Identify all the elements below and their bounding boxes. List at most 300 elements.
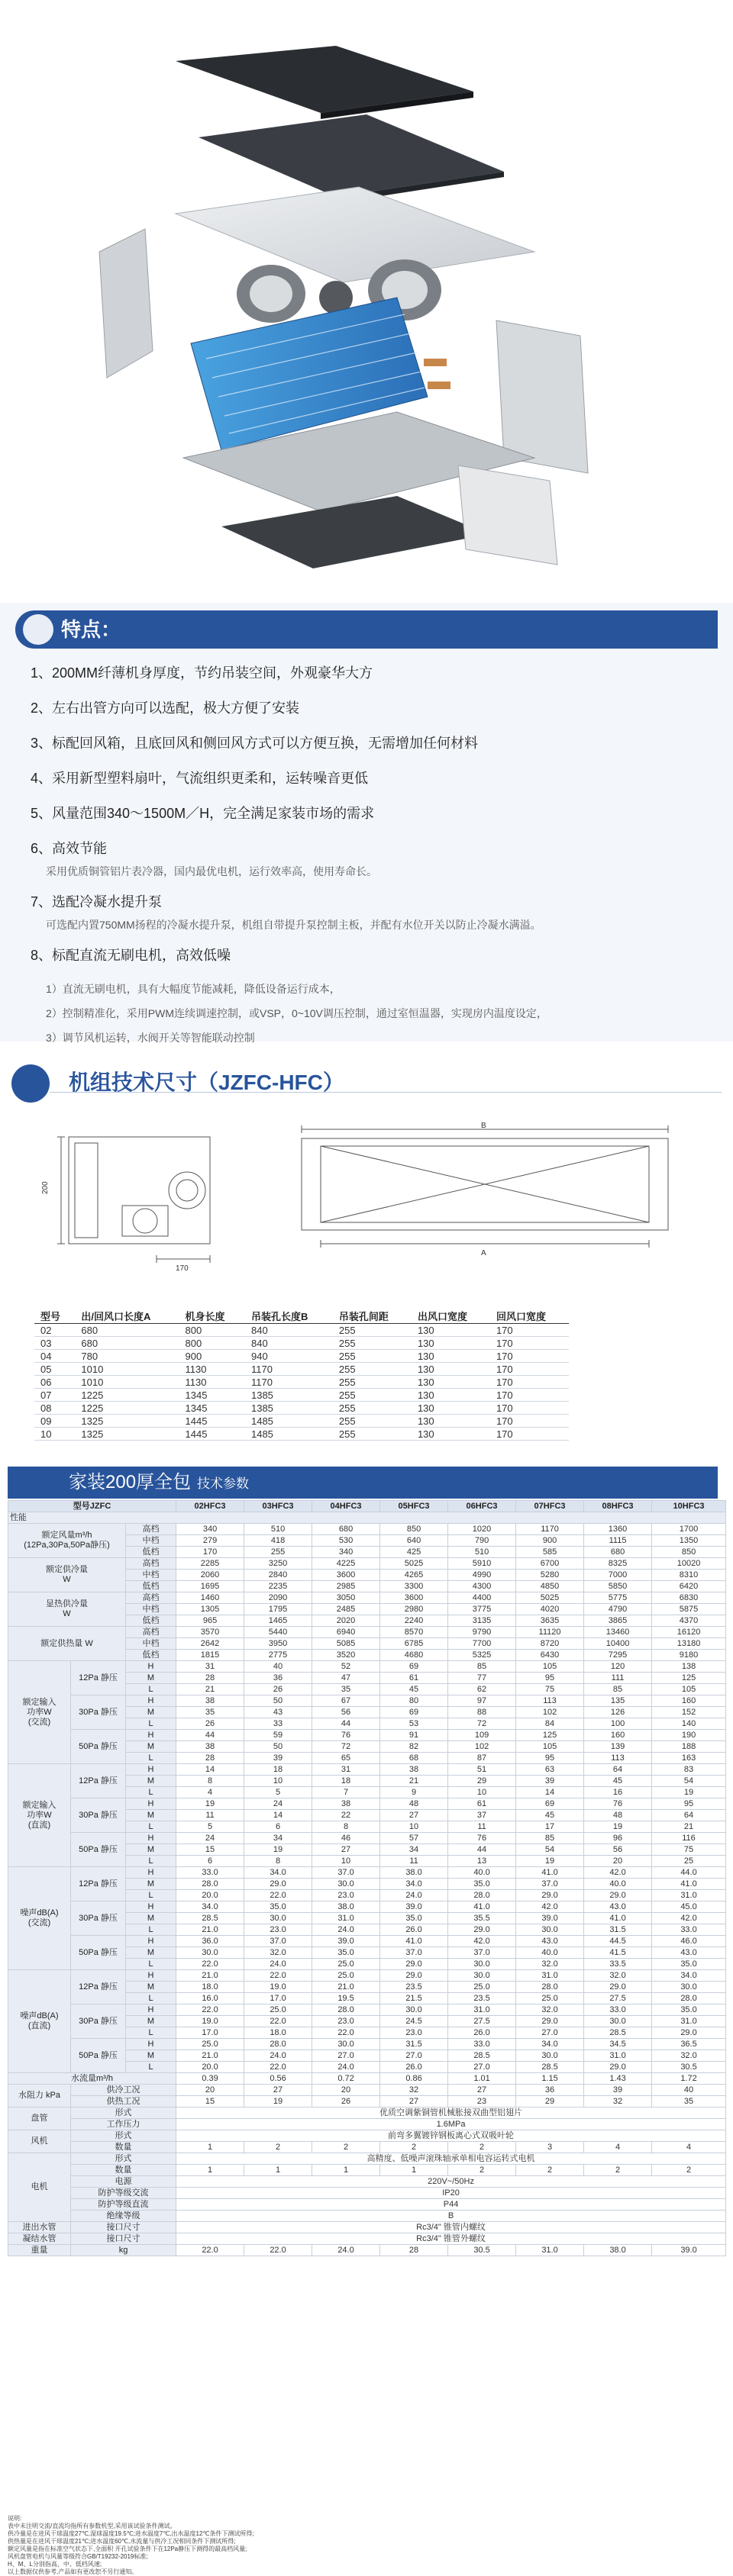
spec-cell: 48 [380, 1798, 448, 1810]
spec-cell: 接口尺寸 [71, 2233, 176, 2245]
spec-cell: 形式 [71, 2153, 176, 2165]
table-row [8, 1901, 726, 1913]
spec-cell: 23.5 [380, 1982, 448, 1993]
spec-cell: 18.0 [176, 1982, 244, 1993]
spec-cell: H [126, 1970, 176, 1982]
dimension-cell: 04 [34, 1350, 75, 1363]
spec-cell: 45 [584, 1776, 652, 1787]
dimension-table-body [34, 1324, 569, 1441]
spec-cell: 45 [516, 1810, 584, 1821]
dimensions-title: 机组技术尺寸（JZFC-HFC） [69, 1071, 344, 1094]
spec-cell: 1305 [176, 1604, 244, 1615]
spec-cell: 27.0 [312, 2050, 380, 2062]
spec-cell: 77 [448, 1673, 516, 1684]
spec-cell: 39 [584, 2085, 652, 2096]
table-row [8, 2004, 726, 2016]
static-pressure-label: 30Pa 静压 [71, 2004, 126, 2039]
table-row [8, 1867, 726, 1879]
dimension-cell: 03 [34, 1337, 75, 1350]
spec-cell: 13 [448, 1856, 516, 1867]
spec-cell: 31.5 [380, 2039, 448, 2050]
spec-cell: 113 [516, 1695, 584, 1707]
spec-cell: 2775 [244, 1650, 312, 1661]
dimension-cell: 840 [245, 1324, 333, 1337]
spec-cell: 2840 [244, 1570, 312, 1581]
spec-cell: 高档 [126, 1627, 176, 1638]
dimension-cell: 170 [490, 1428, 569, 1441]
spec-cell: 32.0 [652, 2050, 726, 2062]
static-pressure-label: 50Pa 静压 [71, 1833, 126, 1867]
spec-cell: 31.0 [516, 1970, 584, 1982]
dimension-cell: 130 [412, 1376, 490, 1389]
spec-cell: 188 [652, 1741, 726, 1753]
spec-cell: 16.0 [176, 1993, 244, 2004]
dimension-cell: 255 [333, 1363, 412, 1376]
dimension-cell: 1385 [245, 1402, 333, 1415]
spec-cell: 电源 [71, 2176, 176, 2188]
spec-cell: 3635 [516, 1615, 584, 1627]
table-row [8, 2107, 726, 2119]
spec-cell: 105 [652, 1684, 726, 1695]
spec-cell: 19 [176, 1798, 244, 1810]
dimension-cell: 1130 [179, 1376, 245, 1389]
model-header-cell: 05HFC3 [380, 1501, 448, 1512]
spec-cell: 35.0 [652, 1959, 726, 1970]
spec-cell: 34 [244, 1833, 312, 1844]
copper-pipe [424, 359, 447, 366]
static-pressure-label: 12Pa 静压 [71, 1764, 126, 1798]
spec-cell: 23.5 [448, 1993, 516, 2004]
spec-cell: 31 [176, 1661, 244, 1673]
spec-cell: 7700 [448, 1638, 516, 1650]
spec-cell: 38.0 [312, 1901, 380, 1913]
feature-subitem: 3）调节风机运转，水阀开关等智能联动控制 [46, 1032, 255, 1044]
table-row [8, 2188, 726, 2199]
water-resistance-label: 水阻力 kPa [8, 2085, 71, 2107]
spec-cell: 72 [448, 1718, 516, 1730]
dimension-cell: 1325 [75, 1415, 179, 1428]
spec-cell: 27.0 [448, 2062, 516, 2073]
spec-cell: 790 [448, 1535, 516, 1547]
spec-cell: 68 [380, 1753, 448, 1764]
spec-cell: 11 [448, 1821, 516, 1833]
dimension-cell: 1170 [245, 1363, 333, 1376]
spec-cell: 3600 [312, 1570, 380, 1581]
feature-list [0, 656, 733, 1045]
spec-cell: 19 [516, 1856, 584, 1867]
spec-cell: 45 [380, 1684, 448, 1695]
spec-cell: 57 [380, 1833, 448, 1844]
spec-cell: 供冷工况 [71, 2085, 176, 2096]
spec-cell: 80 [380, 1695, 448, 1707]
spec-cell: 35.0 [448, 1879, 516, 1890]
spec-cell: 37.0 [380, 1947, 448, 1959]
dimension-cell: 800 [179, 1337, 245, 1350]
spec-cell: 50 [244, 1695, 312, 1707]
spec-cell: L [126, 1821, 176, 1833]
spec-cell: 5440 [244, 1627, 312, 1638]
spec-cell: 35 [312, 1684, 380, 1695]
features-section [0, 603, 733, 1042]
spec-cell: 35.0 [244, 1901, 312, 1913]
spec-cell: 11120 [516, 1627, 584, 1638]
spec-cell: 21 [652, 1821, 726, 1833]
spec-cell: 2235 [244, 1581, 312, 1592]
spec-cell: 69 [380, 1707, 448, 1718]
condensate-pipe-label: 凝结水管 [8, 2233, 71, 2245]
spec-cell: H [126, 2004, 176, 2016]
spec-cell: 17.0 [176, 2027, 244, 2039]
spec-cell: 26.0 [448, 2027, 516, 2039]
spec-cell: 40.0 [516, 1947, 584, 1959]
spec-cell: 2642 [176, 1638, 244, 1650]
spec-cell: 22.0 [244, 2062, 312, 2073]
dimension-table-wrap [34, 1309, 569, 1441]
spec-cell: L [126, 1993, 176, 2004]
spec-cell: 29.0 [448, 1924, 516, 1936]
spec-cell: 76 [312, 1730, 380, 1741]
spec-cell: L [126, 1753, 176, 1764]
spec-cell: 76 [584, 1798, 652, 1810]
spec-cell: 8310 [652, 1570, 726, 1581]
spec-cell: 6 [176, 1856, 244, 1867]
spec-cell: 14 [244, 1810, 312, 1821]
dimension-cell: 1385 [245, 1389, 333, 1402]
dim-label-b: B [481, 1122, 486, 1130]
spec-cell: 5875 [652, 1604, 726, 1615]
spec-cell: 21.0 [176, 2050, 244, 2062]
table-row [34, 1415, 569, 1428]
technical-drawing [0, 1122, 733, 1274]
spec-cell: 1795 [244, 1604, 312, 1615]
table-row [8, 1695, 726, 1707]
spec-cell: 18 [312, 1776, 380, 1787]
spec-cell: 61 [380, 1673, 448, 1684]
spec-cell: H [126, 1661, 176, 1673]
spec-cell: 6420 [652, 1581, 726, 1592]
spec-cell: 高精度、低噪声滚珠轴承单相电容运转式电机 [176, 2153, 726, 2165]
dimension-cell: 170 [490, 1337, 569, 1350]
dim-label-a: A [481, 1249, 486, 1257]
spec-cell: 28.5 [448, 2050, 516, 2062]
spec-cell: 40.0 [448, 1867, 516, 1879]
spec-cell: 6785 [380, 1638, 448, 1650]
feature-subitem: 1）直流无刷电机，具有大幅度节能减耗，降低设备运行成本， [46, 983, 341, 995]
spec-cell: 35 [176, 1707, 244, 1718]
spec-cell: 中档 [126, 1570, 176, 1581]
model-header-cell: 04HFC3 [312, 1501, 380, 1512]
dimension-cell: 1130 [179, 1363, 245, 1376]
features-banner [0, 603, 733, 656]
spec-table-wrap [8, 1500, 718, 2256]
spec-cell: 510 [448, 1547, 516, 1558]
spec-cell: M [126, 1673, 176, 1684]
dimension-cell: 02 [34, 1324, 75, 1337]
dimension-cell: 170 [490, 1389, 569, 1402]
table-row [8, 2153, 726, 2165]
table-row [8, 2245, 726, 2256]
dimension-cell: 255 [333, 1402, 412, 1415]
spec-cell: 75 [652, 1844, 726, 1856]
spec-cell: 4 [176, 1787, 244, 1798]
table-row [8, 1501, 726, 1512]
spec-cell: 425 [380, 1547, 448, 1558]
footnotes [8, 2515, 718, 2576]
spec-cell: 39.0 [516, 1913, 584, 1924]
spec-cell: 1115 [584, 1535, 652, 1547]
spec-cell: 160 [584, 1730, 652, 1741]
spec-cell: 2 [584, 2165, 652, 2176]
spec-cell: 30.0 [176, 1947, 244, 1959]
spec-cell: H [126, 1798, 176, 1810]
table-row [8, 2039, 726, 2050]
spec-cell: 220V~/50Hz [176, 2176, 726, 2188]
spec-cell: 1465 [244, 1615, 312, 1627]
spec-cell: 38 [312, 1798, 380, 1810]
spec-cell: 20.0 [176, 1890, 244, 1901]
spec-cell: 33.0 [652, 1924, 726, 1936]
table-row [8, 2165, 726, 2176]
spec-cell: L [126, 1684, 176, 1695]
spec-cell: 27 [244, 2085, 312, 2096]
spec-cell: 33.5 [584, 1959, 652, 1970]
spec-cell: 30.0 [244, 1913, 312, 1924]
spec-cell: 44 [312, 1718, 380, 1730]
spec-cell: 152 [652, 1707, 726, 1718]
spec-cell: 28 [176, 1753, 244, 1764]
spec-cell: 中档 [126, 1604, 176, 1615]
left-side-panel [99, 229, 153, 378]
spec-cell: P44 [176, 2199, 726, 2211]
model-header-cell: 02HFC3 [176, 1501, 244, 1512]
spec-cell: 24 [176, 1833, 244, 1844]
table-row [34, 1363, 569, 1376]
dimension-cell: 170 [490, 1324, 569, 1337]
spec-cell: 35.0 [312, 1947, 380, 1959]
spec-cell: L [126, 1924, 176, 1936]
spec-cell: 27.0 [380, 2050, 448, 2062]
dimension-cell: 840 [245, 1337, 333, 1350]
fan-coil-exploded-drawing [0, 0, 733, 595]
spec-cell: 36.0 [176, 1936, 244, 1947]
spec-cell: 24 [244, 1798, 312, 1810]
block-label: 额定输入 功率W (直流) [8, 1764, 71, 1867]
table-row [8, 1730, 726, 1741]
spec-cell: 42.0 [516, 1901, 584, 1913]
spec-cell: 23.0 [244, 1924, 312, 1936]
spec-cell: 59 [244, 1730, 312, 1741]
spec-cell: 11 [380, 1856, 448, 1867]
spec-cell: 29.0 [516, 2016, 584, 2027]
table-row [8, 2119, 726, 2130]
dim-label-200: 200 [41, 1181, 50, 1194]
spec-cell: 31.0 [448, 2004, 516, 2016]
spec-cell: 26 [244, 1684, 312, 1695]
spec-cell: 低档 [126, 1547, 176, 1558]
spec-cell: 19 [244, 1844, 312, 1856]
dimension-cell: 1170 [245, 1376, 333, 1389]
feature-subtext: 采用优质铜管铝片表冷器，国内最优电机，运行效率高，使用寿命长。 [46, 865, 377, 877]
spec-cell: 29.0 [516, 1890, 584, 1901]
spec-subtitle: 技术参数 [197, 1476, 250, 1491]
spec-cell: B [176, 2211, 726, 2222]
spec-cell: 120 [584, 1661, 652, 1673]
spec-cell: 10 [380, 1821, 448, 1833]
spec-cell: 9790 [448, 1627, 516, 1638]
spec-cell: 44.0 [652, 1867, 726, 1879]
spec-cell: 34.0 [380, 1879, 448, 1890]
table-row [34, 1324, 569, 1337]
spec-cell: 48 [584, 1810, 652, 1821]
spec-title [69, 1473, 249, 1494]
spec-cell: 29.0 [584, 1890, 652, 1901]
static-pressure-label: 50Pa 静压 [71, 2039, 126, 2073]
spec-cell: 38.0 [380, 1867, 448, 1879]
dimension-table-header [34, 1309, 569, 1324]
spec-cell: 35.0 [380, 1913, 448, 1924]
section-dot [11, 1064, 50, 1103]
spec-cell: 28.5 [516, 2062, 584, 2073]
spec-cell: 24.5 [380, 2016, 448, 2027]
spec-cell: 85 [516, 1833, 584, 1844]
spec-cell: 23 [448, 2096, 516, 2107]
spec-cell: 29 [516, 2096, 584, 2107]
dimension-cell: 170 [490, 1415, 569, 1428]
dimension-cell: 130 [412, 1324, 490, 1337]
spec-cell: 2980 [380, 1604, 448, 1615]
spec-cell: 2 [448, 2165, 516, 2176]
spec-cell: 35 [652, 2096, 726, 2107]
spec-cell: 109 [448, 1730, 516, 1741]
spec-cell: 1360 [584, 1524, 652, 1535]
fan-label: 风机 [8, 2130, 71, 2153]
note-line: 说明: [8, 2515, 22, 2522]
static-pressure-label: 12Pa 静压 [71, 1661, 126, 1695]
table-row [8, 1970, 726, 1982]
spec-cell: 4370 [652, 1615, 726, 1627]
spec-cell: 84 [516, 1718, 584, 1730]
spec-cell: 900 [516, 1535, 584, 1547]
table-row [8, 1558, 726, 1570]
spec-title-text: 家装200厚全包 [69, 1472, 192, 1492]
spec-cell: 34.0 [516, 2039, 584, 2050]
note-line: 风机盘管电机与风量等级符合GB/T19232-2019标准; [8, 2553, 148, 2560]
spec-cell: 11 [176, 1810, 244, 1821]
dimension-cell: 10 [34, 1428, 75, 1441]
spec-cell: 25.0 [516, 1993, 584, 2004]
spec-cell: 2285 [176, 1558, 244, 1570]
spec-cell: 6700 [516, 1558, 584, 1570]
spec-cell: 22.0 [244, 2016, 312, 2027]
spec-cell: 43 [244, 1707, 312, 1718]
spec-cell: 46 [312, 1833, 380, 1844]
spec-cell: 279 [176, 1535, 244, 1547]
spec-cell: 13180 [652, 1638, 726, 1650]
dimension-table [34, 1309, 569, 1441]
spec-cell: 36 [244, 1673, 312, 1684]
spec-cell: 39 [244, 1753, 312, 1764]
spec-cell: M [126, 1844, 176, 1856]
spec-cell: 24.0 [380, 1890, 448, 1901]
dimension-header-cell: 回风口宽度 [490, 1309, 569, 1324]
table-row [34, 1402, 569, 1415]
spec-cell: 5280 [516, 1570, 584, 1581]
spec-cell: 1350 [652, 1535, 726, 1547]
spec-cell: 1.6MPa [176, 2119, 726, 2130]
static-pressure-label: 30Pa 静压 [71, 1901, 126, 1936]
spec-cell: 1700 [652, 1524, 726, 1535]
spec-cell: 6940 [312, 1627, 380, 1638]
spec-cell: 33 [244, 1718, 312, 1730]
table-row [8, 1512, 726, 1524]
spec-cell: 47 [312, 1673, 380, 1684]
group-label: 额定供冷量 W [8, 1558, 126, 1592]
spec-cell: 16 [584, 1787, 652, 1798]
spec-cell: 3300 [380, 1581, 448, 1592]
model-header-cell: 10HFC3 [652, 1501, 726, 1512]
dimension-cell: 07 [34, 1389, 75, 1402]
dimension-cell: 130 [412, 1402, 490, 1415]
spec-cell: 32 [584, 2096, 652, 2107]
spec-cell: 23.0 [312, 2016, 380, 2027]
spec-cell: 低档 [126, 1650, 176, 1661]
dimension-header-cell: 吊装孔长度B [245, 1309, 333, 1324]
spec-cell: 102 [448, 1741, 516, 1753]
note-line: 以上数据仅供参考,产品如有更改恕不另行通知。 [8, 2568, 138, 2575]
spec-cell: 26.0 [380, 1924, 448, 1936]
spec-cell: 工作压力 [71, 2119, 176, 2130]
table-row [8, 1936, 726, 1947]
spec-cell: 19.0 [244, 1982, 312, 1993]
spec-cell: 19.5 [312, 1993, 380, 2004]
spec-cell: 32 [380, 2085, 448, 2096]
table-row [8, 2233, 726, 2245]
dimension-cell: 255 [333, 1324, 412, 1337]
spec-cell: 27 [448, 2085, 516, 2096]
spec-cell: 0.39 [176, 2073, 244, 2085]
spec-cell: 418 [244, 1535, 312, 1547]
spec-cell: 43.0 [584, 1901, 652, 1913]
dimension-cell: 130 [412, 1415, 490, 1428]
model-header-cell: 03HFC3 [244, 1501, 312, 1512]
spec-cell: 24.0 [312, 1924, 380, 1936]
spec-cell: H [126, 1833, 176, 1844]
spec-cell: 52 [312, 1661, 380, 1673]
spec-cell: Rc3/4" 锥管内螺纹 [176, 2222, 726, 2233]
group-label: 显热供冷量 W [8, 1592, 126, 1627]
spec-cell: 190 [652, 1730, 726, 1741]
spec-cell: 54 [652, 1776, 726, 1787]
spec-cell: 2485 [312, 1604, 380, 1615]
spec-cell: 35.5 [448, 1913, 516, 1924]
dimension-drawings [0, 1122, 733, 1274]
spec-cell: L [126, 1718, 176, 1730]
spec-cell: 850 [652, 1547, 726, 1558]
spec-cell: 14 [516, 1787, 584, 1798]
table-row [34, 1389, 569, 1402]
spec-cell: 8 [312, 1821, 380, 1833]
spec-cell: 40 [244, 1661, 312, 1673]
spec-cell: 29.0 [584, 1982, 652, 1993]
spec-cell: 21.5 [380, 1993, 448, 2004]
dimension-cell: 255 [333, 1376, 412, 1389]
dimension-cell: 05 [34, 1363, 75, 1376]
spec-cell: 34.0 [176, 1901, 244, 1913]
spec-cell: 135 [584, 1695, 652, 1707]
spec-cell: 41.0 [584, 1913, 652, 1924]
dimension-cell: 255 [333, 1350, 412, 1363]
spec-cell: 28.0 [312, 2004, 380, 2016]
